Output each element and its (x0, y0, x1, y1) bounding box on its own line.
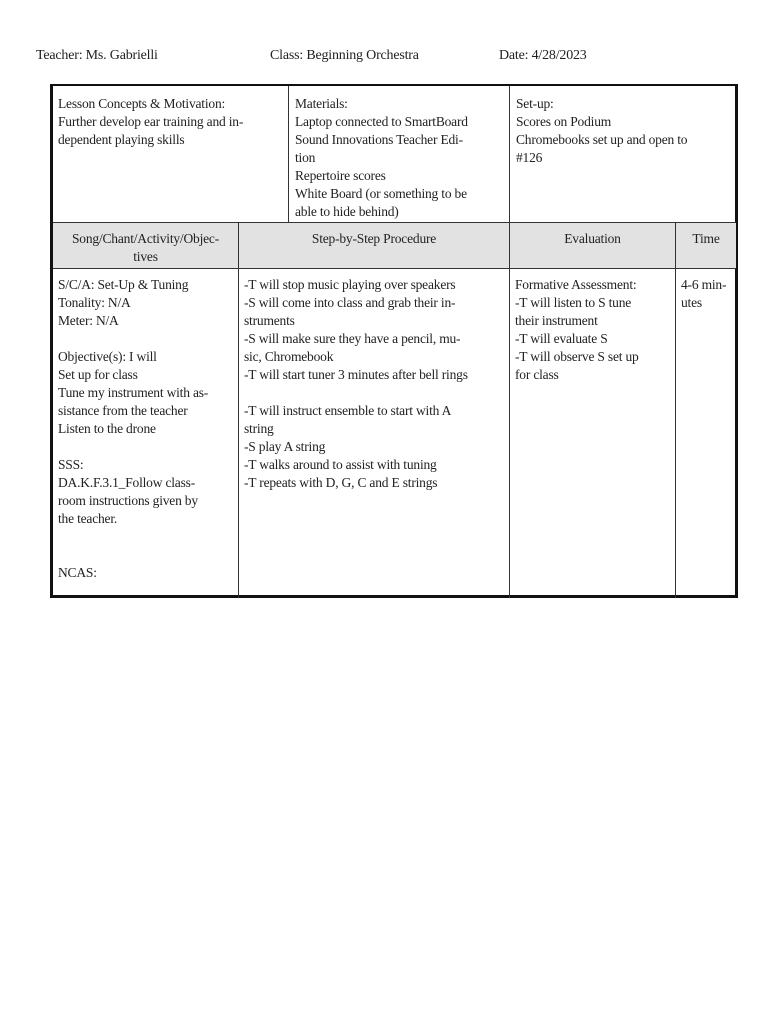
lesson-concepts-cell (53, 92, 288, 152)
text-line: -T will observe S set up (515, 349, 639, 364)
text-line: Sound Innovations Teacher Edi- (295, 132, 463, 147)
text-line: Evaluation (564, 231, 621, 246)
materials-cell (290, 92, 510, 224)
text-line: tives (133, 249, 158, 264)
text-line: struments (244, 313, 295, 328)
text-line: Meter: N/A (58, 313, 119, 328)
text-line: -T will evaluate S (515, 331, 608, 346)
text-line: -T will listen to S tune (515, 295, 632, 310)
text-line: NCAS: (58, 565, 97, 580)
column-header-time (676, 227, 736, 251)
text-line (58, 546, 233, 564)
lesson-plan-table (50, 84, 738, 598)
text-line: tion (295, 150, 316, 165)
text-line: sistance from the teacher (58, 403, 188, 418)
text-line: -T will instruct ensemble to start with A (244, 403, 452, 418)
text-line: room instructions given by (58, 493, 198, 508)
text-line: S/C/A: Set-Up & Tuning (58, 277, 189, 292)
text-line: Tune my instrument with as- (58, 385, 209, 400)
text-line: -T will start tuner 3 minutes after bell rings (244, 367, 468, 382)
text-line: Chromebooks set up and open to (516, 132, 688, 147)
text-line: White Board (or something to be (295, 186, 467, 201)
text-line (58, 330, 233, 348)
teacher-label: Teacher: Ms. Gabrielli (36, 48, 158, 63)
text-line: utes (681, 295, 702, 310)
time-cell (676, 273, 736, 315)
text-line: -T repeats with D, G, C and E strings (244, 475, 438, 490)
procedure-cell (239, 273, 514, 495)
text-line: their instrument (515, 313, 598, 328)
column-header-procedure (239, 227, 509, 251)
text-line: -T walks around to assist with tuning (244, 457, 437, 472)
text-line: Set-up: (516, 96, 554, 111)
text-line: able to hide behind) (295, 204, 399, 219)
date-label: Date: 4/28/2023 (499, 48, 587, 63)
text-line (58, 528, 233, 546)
text-line: Laptop connected to SmartBoard (295, 114, 468, 129)
text-line: Song/Chant/Activity/Objec- (71, 231, 220, 246)
text-line: Materials: (295, 96, 348, 111)
text-line: dependent playing skills (58, 132, 185, 147)
text-line: Tonality: N/A (58, 295, 131, 310)
text-line: Formative Assessment: (515, 277, 637, 292)
activity-cell (53, 273, 238, 585)
evaluation-cell (510, 273, 675, 387)
text-line: sic, Chromebook (244, 349, 334, 364)
text-line: Repertoire scores (295, 168, 386, 183)
text-line: Objective(s): I will (58, 349, 157, 364)
text-line: -S will make sure they have a pencil, mu- (244, 331, 461, 346)
text-line (244, 384, 509, 402)
setup-cell (511, 92, 736, 170)
text-line: Lesson Concepts & Motivation: (58, 96, 226, 111)
text-line: DA.K.F.3.1_Follow class- (58, 475, 195, 490)
column-header-activity (53, 227, 238, 269)
text-line: Further develop ear training and in- (58, 114, 244, 129)
text-line: Listen to the drone (58, 421, 156, 436)
text-line: -S play A string (244, 439, 326, 454)
text-line: Step-by-Step Procedure (311, 231, 437, 246)
text-line: for class (515, 367, 559, 382)
text-line: string (244, 421, 274, 436)
text-line: -T will stop music playing over speakers (244, 277, 456, 292)
text-line: Time (692, 231, 720, 246)
class-label: Class: Beginning Orchestra (270, 48, 419, 63)
text-line: -S will come into class and grab their in- (244, 295, 456, 310)
text-line: #126 (516, 150, 543, 165)
text-line: Scores on Podium (516, 114, 612, 129)
text-line: 4-6 min- (681, 277, 727, 292)
column-header-evaluation (510, 227, 675, 251)
text-line (58, 438, 233, 456)
text-line: Set up for class (58, 367, 138, 382)
text-line: SSS: (58, 457, 84, 472)
text-line: the teacher. (58, 511, 118, 526)
